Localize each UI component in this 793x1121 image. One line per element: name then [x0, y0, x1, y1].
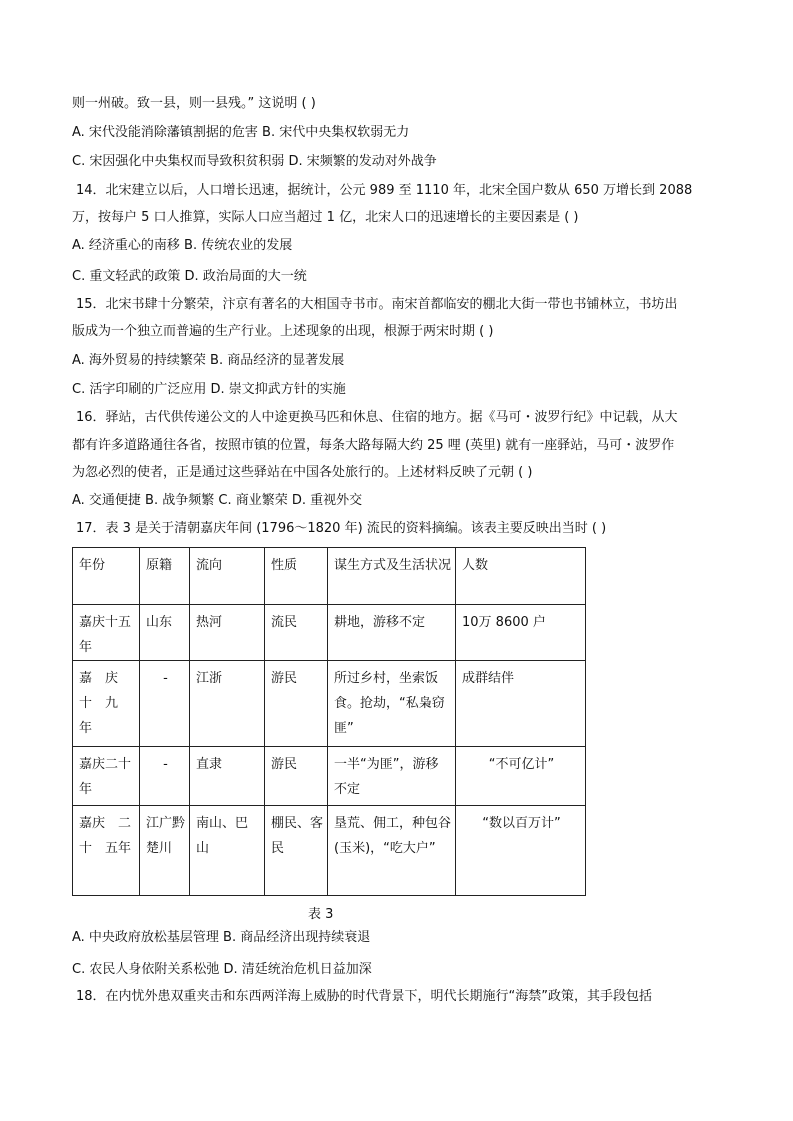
table-row: [73, 661, 586, 747]
text-line: 都有许多道路通往各省，按照市镇的位置，每条大路每隔大约 25 哩 (英里) 就有一座驿站，马可・波罗作: [72, 438, 675, 453]
table-header-cell: 人数: [456, 548, 586, 605]
table-cell: -: [140, 747, 190, 806]
table-row: [73, 806, 586, 896]
question-14: 14．北宋建立以后，人口增长迅速，据统计，公元 989 至 1110 年，北宋全国户数从 650 万增长到 2088: [76, 183, 693, 198]
table-cell: 游民: [265, 661, 328, 747]
table-cell: “不可亿计”: [456, 747, 586, 806]
table-header-cell: 流向: [190, 548, 265, 605]
table-cell: 垦荒、佣工，种包谷 (玉米)，“吃大户”: [328, 806, 456, 896]
text-line: 为忽必烈的使者，正是通过这些驿站在中国各处旅行的。上述材料反映了元朝 ( ): [72, 465, 533, 480]
table-header-cell: 性质: [265, 548, 328, 605]
table-cell: 嘉 庆 十 九 年: [73, 661, 140, 747]
question-15: 15．北宋书肆十分繁荣，汴京有著名的大相国寺书市。南宋首都临安的棚北大街一带也书铺林立，书坊出: [76, 297, 678, 312]
table-cell: 棚民、客民: [265, 806, 328, 896]
table-header-cell: 年份: [73, 548, 140, 605]
text-line: 版成为一个独立而普遍的生产行业。上述现象的出现，根源于两宋时期 ( ): [72, 324, 494, 339]
table-header-cell: 谋生方式及生活状况: [328, 548, 456, 605]
table-row: [73, 605, 586, 661]
option-line: C. 农民人身依附关系松弛 D. 清廷统治危机日益加深: [72, 962, 372, 977]
table-caption: 表 3: [308, 907, 334, 922]
table-cell: 南山、巴山: [190, 806, 265, 896]
option-line: A. 宋代没能消除藩镇割据的危害 B. 宋代中央集权软弱无力: [72, 125, 410, 140]
table-cell: 直隶: [190, 747, 265, 806]
table-cell: 10万 8600 户: [456, 605, 586, 661]
question-17: 17．表 3 是关于清朝嘉庆年间 (1796～1820 年) 流民的资料摘编。该表主要反映出当时 ( ): [76, 521, 607, 536]
question-18: 18．在内忧外患双重夹击和东西两洋海上威胁的时代背景下，明代长期施行“海禁”政策，其手段包括: [76, 989, 653, 1004]
option-line: C. 重文轻武的政策 D. 政治局面的大一统: [72, 269, 307, 284]
table-cell: -: [140, 661, 190, 747]
option-line: C. 活字印刷的广泛应用 D. 崇文抑武方针的实施: [72, 382, 346, 397]
question-16: 16．驿站，古代供传递公文的人中途更换马匹和休息、住宿的地方。据《马可・波罗行纪》中记载，从大: [76, 410, 678, 425]
option-line: A. 交通便捷 B. 战争频繁 C. 商业繁荣 D. 重视外交: [72, 493, 363, 508]
table-header-cell: 原籍: [140, 548, 190, 605]
table-cell: 成群结伴: [456, 661, 586, 747]
option-line: C. 宋因强化中央集权而导致积贫积弱 D. 宋频繁的发动对外战争: [72, 154, 437, 169]
table-cell: 江浙: [190, 661, 265, 747]
table-cell: 热河: [190, 605, 265, 661]
option-line: A. 海外贸易的持续繁荣 B. 商品经济的显著发展: [72, 353, 345, 368]
table-cell: 江广黔楚川: [140, 806, 190, 896]
table-cell: 所过乡村，坐索饭食。抢劫，“私枭窃匪”: [328, 661, 456, 747]
table-cell: 嘉庆二十年: [73, 747, 140, 806]
table-cell: 嘉庆 二 十 五年: [73, 806, 140, 896]
table-cell: 游民: [265, 747, 328, 806]
table-cell: 嘉庆十五年: [73, 605, 140, 661]
table-row: [73, 747, 586, 806]
table-cell: 耕地，游移不定: [328, 605, 456, 661]
text-line: 则一州破。致一县，则一县残。” 这说明 ( ): [72, 96, 316, 111]
table-cell: “数以百万计”: [456, 806, 586, 896]
option-line: A. 中央政府放松基层管理 B. 商品经济出现持续衰退: [72, 930, 371, 945]
table-cell: 一半“为匪”，游移不定: [328, 747, 456, 806]
option-line: A. 经济重心的南移 B. 传统农业的发展: [72, 238, 293, 253]
table-header-row: [73, 548, 586, 605]
table-cell: 山东: [140, 605, 190, 661]
data-table: [72, 547, 586, 896]
table-cell: 流民: [265, 605, 328, 661]
text-line: 万，按每户 5 口人推算，实际人口应当超过 1 亿，北宋人口的迅速增长的主要因素是 ( ): [72, 210, 579, 225]
